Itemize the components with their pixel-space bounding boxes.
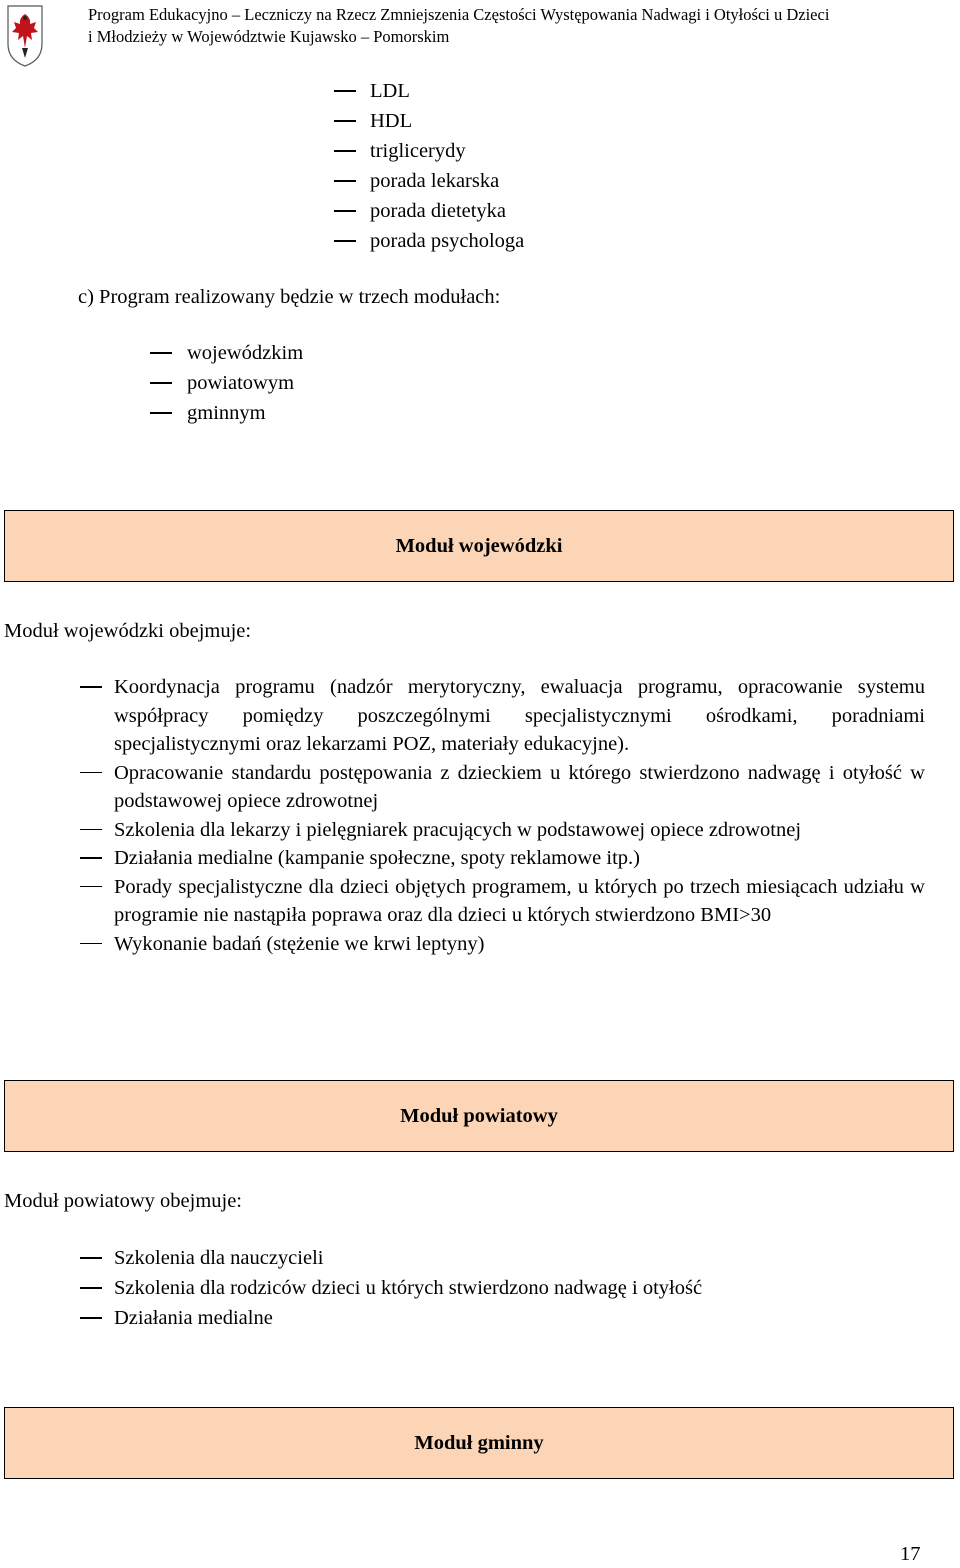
list-item-text: Szkolenia dla nauczycieli [114,1247,324,1269]
dash-bullet [80,1257,102,1259]
section-title: Moduł gminny [414,1431,544,1454]
page-number: 17 [900,1543,921,1565]
list-item [80,759,925,816]
list-item [80,1303,925,1333]
list-item-text: triglicerydy [370,140,466,162]
section-intro: Moduł wojewódzki obejmuje: [4,620,252,642]
list-item [334,226,524,256]
dash-bullet [80,829,102,831]
list-item-text: HDL [370,110,413,132]
list-item [150,338,303,368]
list-item-text: Porady specjalistyczne dla dzieci objętych programem, u których po trzech miesiącach udziału w programie nie nastąpiła poprawa oraz dla dzieci u których stwierdzono BMI>30 [114,875,925,926]
list-item [80,1273,925,1303]
list-item-text: porada lekarska [370,170,500,192]
list-item [80,1243,925,1273]
dash-bullet [80,772,102,774]
list-item-text: gminnym [187,402,266,424]
section-intro: Moduł powiatowy obejmuje: [4,1190,243,1212]
lab-tests-list [334,76,524,256]
dash-bullet [334,240,356,242]
list-item-text: Szkolenia dla rodziców dzieci u których stwierdzono nadwagę i otyłość [114,1277,703,1299]
powiatowy-items-list [80,1243,925,1333]
list-item [80,816,925,845]
list-item [80,673,925,759]
dash-bullet [334,120,356,122]
list-item [334,166,524,196]
list-item [334,196,524,226]
list-item-text: Działania medialne [114,1307,273,1329]
list-item-text: porada dietetyka [370,200,507,222]
dash-bullet [80,1317,102,1319]
dash-bullet [334,150,356,152]
list-item-text: LDL [370,80,410,102]
list-item [334,136,524,166]
list-item [150,368,303,398]
dash-bullet [80,857,102,859]
header-line-2: i Młodzieży w Województwie Kujawsko – Pomorskim [88,27,450,46]
section-title: Moduł wojewódzki [395,534,563,557]
section-c-paragraph: c) Program realizowany będzie w trzech modułach: [78,286,501,308]
list-item [80,844,925,873]
coat-of-arms-icon [6,4,44,68]
list-item-text: wojewódzkim [187,342,304,364]
list-item-text: powiatowym [187,372,295,394]
list-item [334,76,524,106]
section-box-powiatowy [4,1080,954,1152]
list-item [80,873,925,930]
section-box-gminny [4,1407,954,1479]
list-item [150,398,303,428]
section-box-wojewodzki [4,510,954,582]
list-item-text: porada psychologa [370,230,525,252]
section-title: Moduł powiatowy [400,1104,558,1127]
list-item [80,930,925,959]
wojewodzki-items-list [80,673,925,958]
dash-bullet [150,382,172,384]
running-header [88,4,948,48]
list-item-text: Koordynacja programu (nadzór merytoryczny, ewaluacja programu, opracowanie systemu współpracy pomiędzy poszczególnymi specjalistycznymi ośrodkami, poradniami specjalistycznymi oraz lekarzami POZ, materiały edukacyjne). [114,676,925,755]
list-item-text: Opracowanie standardu postępowania z dzieckiem u którego stwierdzono nadwagę i otyłość w podstawowej opiece zdrowotnej [114,761,925,812]
dash-bullet [334,210,356,212]
dash-bullet [150,412,172,414]
dash-bullet [80,943,102,945]
header-line-1: Program Edukacyjno – Leczniczy na Rzecz Zmniejszenia Częstości Występowania Nadwagi i Otyłości u Dzieci [88,5,830,24]
dash-bullet [150,352,172,354]
dash-bullet [334,180,356,182]
list-item-text: Wykonanie badań (stężenie we krwi leptyny) [114,932,485,955]
list-item-text: Szkolenia dla lekarzy i pielęgniarek pracujących w podstawowej opiece zdrowotnej [114,818,802,841]
dash-bullet [80,886,102,888]
list-item-text: Działania medialne (kampanie społeczne, spoty reklamowe itp.) [114,847,640,869]
modules-list [150,338,303,428]
dash-bullet [334,90,356,92]
list-item [334,106,524,136]
dash-bullet [80,686,102,688]
dash-bullet [80,1287,102,1289]
